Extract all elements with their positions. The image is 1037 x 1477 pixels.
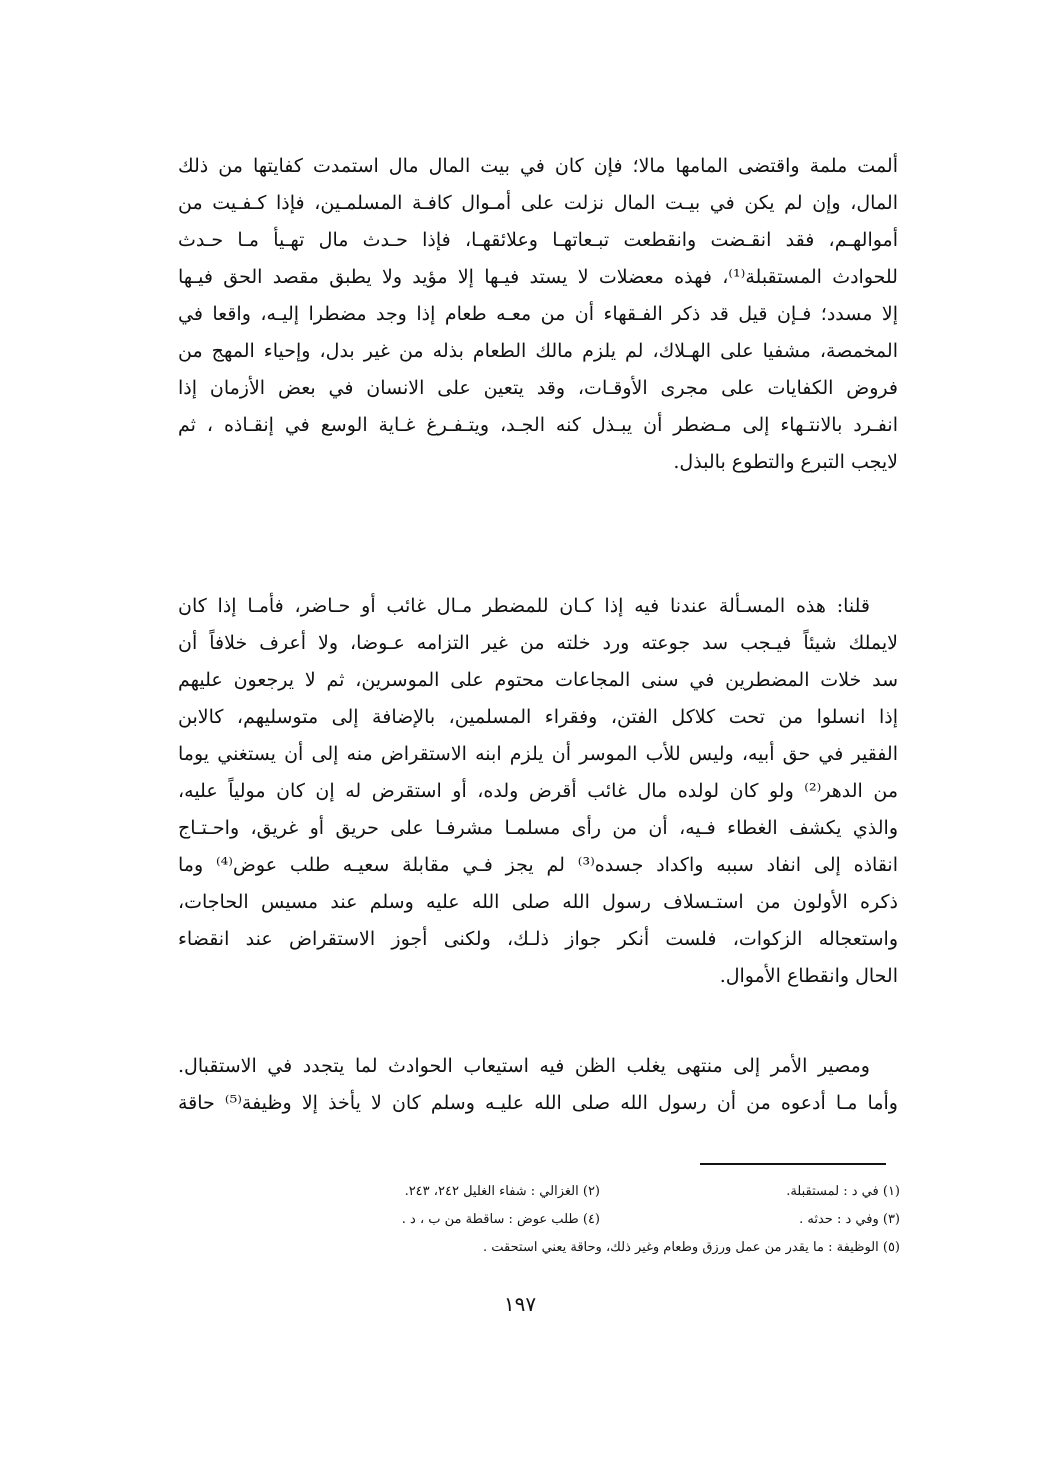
paragraph-3 bbox=[178, 1048, 898, 1122]
paragraph-line: ذكره الأولون من استـسلاف رسول الله صلى الله عليه وسلم عند مسيس الحاجات، bbox=[178, 891, 898, 913]
paragraph-line: لايجب التبرع والتطوع بالبذل. bbox=[673, 451, 898, 473]
paragraph-line: ومصير الأمر إلى منتهى يغلب الظن فيه استيعاب الحوادث لما يتجدد في الاستقبال. bbox=[178, 1055, 870, 1077]
footnote-3: (٣) وفي د : حدثه . bbox=[799, 1212, 900, 1227]
footnote-5: (٥) الوظيفة : ما يقدر من عمل ورزق وطعام وغير ذلك، وحاقة يعني استحقت . bbox=[483, 1240, 900, 1255]
page-number: ١٩٧ bbox=[503, 1292, 537, 1316]
paragraph-line: انقاذه إلى انفاد سببه واكداد جسده⁽³⁾ لم يجز فـي مقابلة سعيـه طلب عوض⁽⁴⁾ وما bbox=[178, 854, 898, 876]
paragraph-line: الفقير في حق أبيه، وليس للأب الموسر أن يلزم ابنه الاستقراض منه إلى أن يستغني يوما bbox=[178, 743, 898, 765]
paragraph-line: إذا انسلوا من تحت كلاكل الفتن، وفقراء المسلمين، بالإضافة إلى متوسليهم، كالابن bbox=[178, 706, 898, 728]
footnote-row bbox=[300, 1234, 900, 1262]
paragraph-line: انفـرد بالانتـهاء إلى مـضطر أن يبـذل كنه الجـد، ويتـفـرغ غـاية الوسع في إنقـاذه ، ثم bbox=[178, 414, 898, 436]
paragraph-line: فروض الكفايات على مجرى الأوقـات، وقد يتعين على الانسان في بعض الأزمان إذا bbox=[178, 377, 898, 399]
paragraph-line: قلنا: هذه المسـألة عندنا فيه إذا كـان للمضطر مـال غائب أو حـاضر، فأمـا إذا كان bbox=[178, 595, 870, 617]
paragraph-line: المال، وإن لم يكن في بيـت المال نزلت على أمـوال كافـة المسلمـين، فإذا كـفـيت من bbox=[178, 192, 898, 214]
footnote-row bbox=[300, 1178, 900, 1206]
paragraph-line: ألمت ملمة واقتضى المامها مالا؛ فإن كان في بيت المال مال استمدت كفايتها من ذلك bbox=[178, 155, 898, 177]
footnote-4: (٤) طلب عوض : ساقطة من ب ، د . bbox=[401, 1212, 600, 1227]
paragraph-line: لايملك شيئاً فيـجب سد جوعته ورد خلته من غير التزامه عـوضا، ولا أعرف خلافاً أن bbox=[178, 632, 898, 654]
paragraph-line: وأما مـا أدعوه من أن رسول الله صلى الله عليـه وسلم كان لا يأخذ إلا وظيفة⁽⁵⁾ حاقة bbox=[178, 1092, 898, 1114]
footnote-2: (٢) الغزالي : شفاء الغليل ٢٤٢، ٢٤٣. bbox=[404, 1184, 600, 1199]
footnote-row bbox=[300, 1206, 900, 1234]
footnote-1: (١) في د : لمستقبلة. bbox=[786, 1184, 900, 1199]
paragraph-2 bbox=[178, 588, 898, 995]
paragraph-line: من الدهر⁽²⁾ ولو كان لولده مال غائب أقرض ولده، أو استقرض له إن كان مولياً عليه، bbox=[178, 780, 898, 802]
paragraph-line: سد خلات المضطرين في سنى المجاعات محتوم على الموسرين، ثم لا يرجعون عليهم bbox=[178, 669, 898, 691]
paragraph-line: أموالهـم، فقد انقـضت وانقطعت تبـعاتهـا وعلائقهـا، فإذا حـدث مال تهـيأ مـا حـدث bbox=[178, 229, 898, 251]
footnote-separator bbox=[700, 1163, 886, 1165]
paragraph-line: المخمصة، مشفيا على الهـلاك، لم يلزم مالك الطعام بذله من غير بدل، وإحياء المهج من bbox=[178, 340, 898, 362]
paragraph-line: للحوادث المستقبلة⁽¹⁾، فهذه معضلات لا يستد فيـها إلا مؤيد ولا يطبق مقصد الحق فيـها bbox=[178, 266, 898, 288]
paragraph-line: الحال وانقطاع الأموال. bbox=[719, 965, 898, 987]
paragraph-line: والذي يكشف الغطاء فـيه، أن من رأى مسلمـا مشرفـا على حريق أو غريق، واحـتـاج bbox=[178, 817, 898, 839]
paragraph-line: واستعجاله الزكوات، فلست أنكر جواز ذلـك، ولكنى أجوز الاستقراض عند انقضاء bbox=[178, 928, 898, 950]
paragraph-1 bbox=[178, 148, 898, 481]
paragraph-line: إلا مسدد؛ فـإن قيل قد ذكر الفـقهاء أن من معـه طعام إذا وجد مضطرا إليـه، واقعا في bbox=[178, 303, 898, 325]
footnotes bbox=[300, 1178, 900, 1262]
